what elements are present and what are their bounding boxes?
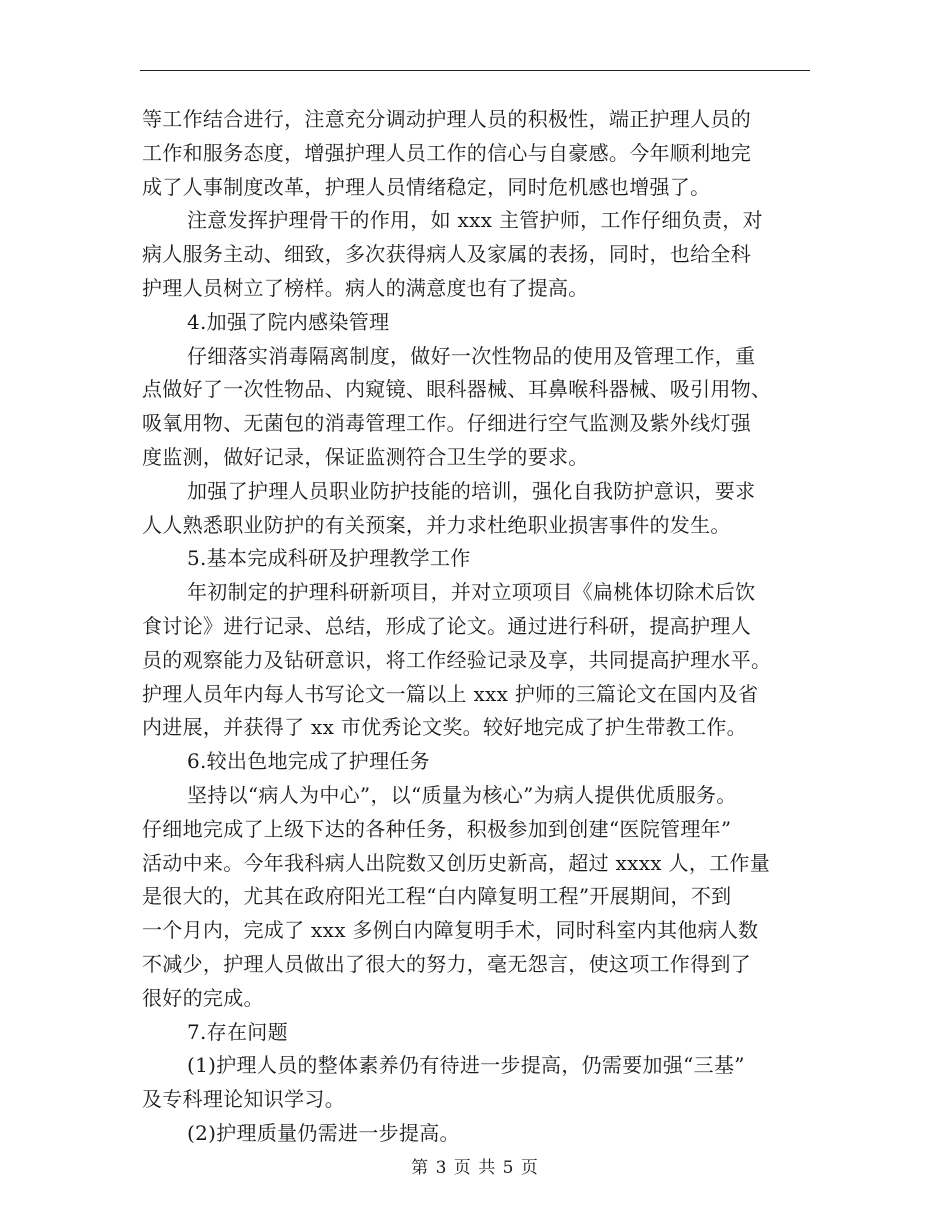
text-line: 坚持以“病人为中心”，以“质量为核心”为病人提供优质服务。 xyxy=(187,782,737,807)
text-line: 点做好了一次性物品、内窥镜、眼科器械、耳鼻喉科器械、吸引用物、 xyxy=(142,377,772,402)
text-line: 6.较出色地完成了护理任务 xyxy=(187,749,430,774)
text-line: 度监测，做好记录，保证监测符合卫生学的要求。 xyxy=(142,444,589,469)
text-line: 护理人员年内每人书写论文一篇以上 xxx 护师的三篇论文在国内及省 xyxy=(142,681,759,706)
text-line: 一个月内，完成了 xxx 多例白内障复明手术，同时科室内其他病人数 xyxy=(142,918,759,943)
text-line: 4.加强了院内感染管理 xyxy=(187,309,390,334)
text-line: 注意发挥护理骨干的作用，如 xxx 主管护师，工作仔细负责，对 xyxy=(187,208,763,233)
text-line: 成了人事制度改革，护理人员情绪稳定，同时危机感也增强了。 xyxy=(142,174,711,199)
text-line: 人人熟悉职业防护的有关预案，并力求杜绝职业损害事件的发生。 xyxy=(142,512,731,537)
text-line: 员的观察能力及钻研意识，将工作经验记录及享，共同提高护理水平。 xyxy=(142,647,772,672)
text-line: 年初制定的护理科研新项目，并对立项项目《扁桃体切除术后饮 xyxy=(187,580,756,605)
text-line: 及专科理论知识学习。 xyxy=(142,1087,345,1112)
text-line: 仔细地完成了上级下达的各种任务，积极参加到创建“医院管理年” xyxy=(142,816,732,841)
text-line: 病人服务主动、细致，多次获得病人及家属的表扬，同时，也给全科 xyxy=(142,242,751,267)
text-line: 等工作结合进行，注意充分调动护理人员的积极性，端正护理人员的 xyxy=(142,107,751,131)
header-rule xyxy=(140,70,810,71)
text-line: 仔细落实消毒隔离制度，做好一次性物品的使用及管理工作，重 xyxy=(187,343,756,368)
text-line: 5.基本完成科研及护理教学工作 xyxy=(187,546,471,571)
text-line: (2)护理质量仍需进一步提高。 xyxy=(187,1120,460,1145)
text-line: 吸氧用物、无菌包的消毒管理工作。仔细进行空气监测及紫外线灯强 xyxy=(142,411,751,436)
page-footer: 第 3 页 共 5 页 xyxy=(411,1158,539,1178)
text-line: 活动中来。今年我科病人出院数又创历史新高，超过 xxxx 人，工作量 xyxy=(142,850,771,875)
text-line: 不减少，护理人员做出了很大的努力，毫无怨言，使这项工作得到了 xyxy=(142,951,751,976)
text-line: 很好的完成。 xyxy=(142,985,264,1010)
text-line: 加强了护理人员职业防护技能的培训，强化自我防护意识，要求 xyxy=(187,478,756,503)
text-line: 7.存在问题 xyxy=(187,1019,288,1044)
text-line: 内进展，并获得了 xx 市优秀论文奖。较好地完成了护生带教工作。 xyxy=(142,715,747,740)
text-line: (1)护理人员的整体素养仍有待进一步提高，仍需要加强“三基” xyxy=(187,1053,745,1078)
text-line: 工作和服务态度，增强护理人员工作的信心与自豪感。今年顺利地完 xyxy=(142,140,751,165)
text-line: 是很大的，尤其在政府阳光工程“白内障复明工程”开展期间，不到 xyxy=(142,884,732,909)
text-line: 护理人员树立了榜样。病人的满意度也有了提高。 xyxy=(142,275,589,300)
document-body xyxy=(142,103,802,1151)
text-line: 食讨论》进行记录、总结，形成了论文。通过进行科研，提高护理人 xyxy=(142,613,751,638)
